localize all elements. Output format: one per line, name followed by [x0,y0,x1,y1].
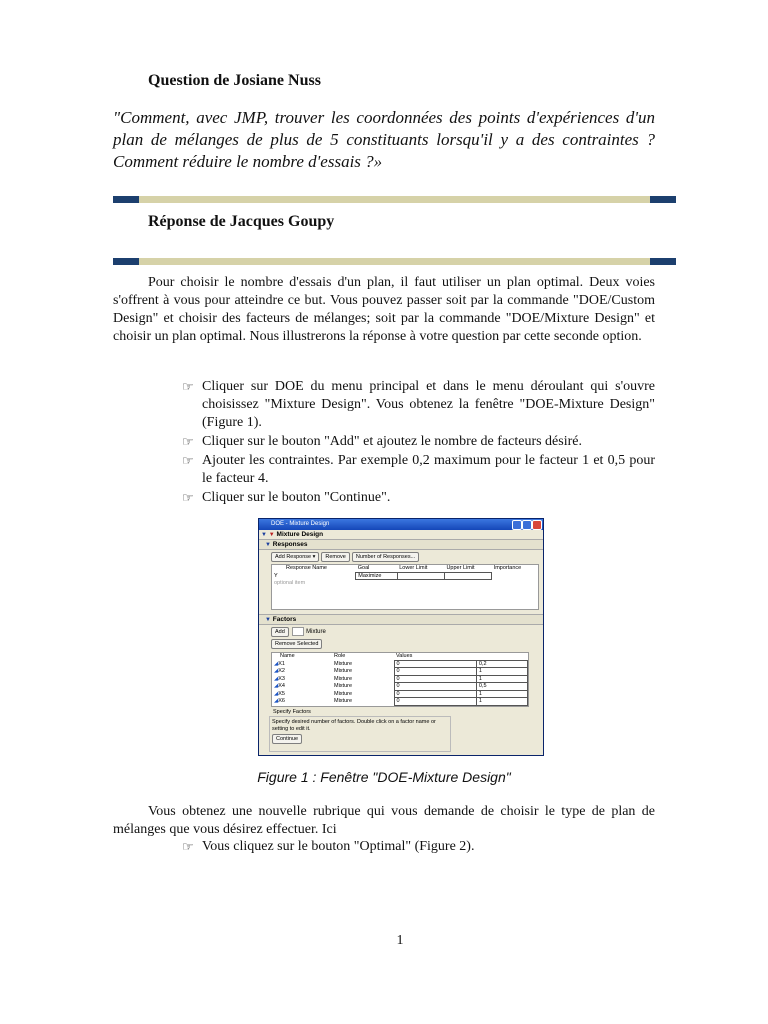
instruction-list [182,378,655,508]
factor-count-input[interactable] [292,627,304,636]
answer-heading: Réponse de Jacques Goupy [148,213,335,230]
list-item: ☞ Vous cliquez sur le bouton "Optimal" (Figure 2). [182,839,475,854]
table-row[interactable]: ◢X4 Mixture 0 0,5 [272,683,528,691]
continue-button[interactable]: Continue [272,734,302,744]
table-row[interactable]: ◢X3 Mixture 0 1 [272,675,528,683]
answer-paragraph-2: Vous obtenez une nouvelle rubrique qui vous demande de choisir le type de plan de mélanges que vous désirez effectuer. Ici [113,804,655,837]
list-item: ☞ Cliquer sur le bouton "Continue". [182,490,391,505]
disclosure-icon[interactable]: ▼ [261,532,267,538]
pointing-hand-icon: ☞ [182,839,194,854]
pointing-hand-icon: ☞ [182,453,194,468]
remove-response-button[interactable]: Remove [321,552,349,562]
pointing-hand-icon: ☞ [182,490,194,505]
table-header: Response Name Goal Lower Limit Upper Limit Importance [286,565,522,572]
responses-header[interactable]: ▼ Responses [259,539,543,550]
close-icon[interactable] [532,520,542,530]
responses-table [271,564,539,610]
list-item: ☞ Cliquer sur DOE du menu principal et dans le menu déroulant qui s'ouvre choisissez "Mixture Design". Vous obtenez la fenêtre "DOE-Mixture Design" (Figure 1). [182,379,655,430]
table-row[interactable]: Y Maximize [272,572,538,580]
optional-item-label: optional item [274,579,306,586]
continuous-factor-icon: ◢ [274,675,279,682]
table-header: Name Role Values [280,653,413,660]
specify-factors-text: Specify desired number of factors. Double click on a factor name or setting to edit it. [272,718,436,732]
continuous-factor-icon: ◢ [274,698,279,704]
outline-title[interactable]: ▼ ▼ Mixture Design [261,531,324,538]
table-row[interactable]: ◢X6 Mixture 0 1 [272,698,528,706]
number-of-responses-button[interactable]: Number of Responses... [352,552,419,562]
add-response-button[interactable]: Add Response ▾ [271,552,319,562]
red-triangle-icon[interactable]: ▼ [268,532,275,538]
specify-factors-label: Specify Factors [273,708,311,715]
specify-factors-panel [269,716,451,752]
window-title-bar [259,519,543,530]
figure-caption: Figure 1 : Fenêtre "DOE-Mixture Design" [257,769,511,785]
window-title: DOE - Mixture Design [271,521,330,527]
doe-mixture-window [258,518,544,756]
table-row[interactable]: ◢X1 Mixture 0 0,2 [272,660,528,668]
disclosure-icon[interactable]: ▼ [265,542,271,548]
list-item: ☞ Cliquer sur le bouton "Add" et ajoutez le nombre de facteurs désiré. [182,434,582,449]
continuous-factor-icon: ◢ [274,660,279,667]
divider-bottom [113,258,676,265]
factors-table [271,652,529,707]
answer-paragraph-1: Pour choisir le nombre d'essais d'un plan, il faut utiliser un plan optimal. Deux voies s'offrent à vous pour atteindre ce but. Vous pouvez passer soit par la commande "DOE/Custom Design" et choisir des facteurs de mélanges; soit par la commande "DOE/Mixture Design" et choisir un plan optimal. Nous illustrerons la réponse à votre question par cette seconde option. [113,275,655,344]
table-row[interactable]: ◢X2 Mixture 0 1 [272,668,528,676]
disclosure-icon[interactable]: ▼ [265,617,271,623]
add-factor-button[interactable]: Add [271,627,289,637]
continuous-factor-icon: ◢ [274,668,279,674]
factors-header[interactable]: ▼ Factors [259,614,543,625]
pointing-hand-icon: ☞ [182,379,194,394]
divider-top [113,196,676,203]
page-number: 1 [396,933,404,948]
remove-selected-button[interactable]: Remove Selected [271,639,322,649]
question-text: "Comment, avec JMP, trouver les coordonnées des points d'expériences d'un plan de mélanges de plus de 5 constituants lorsqu'il y a des contraintes ? Comment réduire le nombre d'essais ?» [113,108,655,171]
list-item: ☞ Ajouter les contraintes. Par exemple 0,2 maximum pour le facteur 1 et 0,5 pour le facteur 4. [182,453,655,486]
table-row[interactable]: ◢X5 Mixture 0 1 [272,690,528,698]
pointing-hand-icon: ☞ [182,434,194,449]
maximize-icon[interactable] [522,520,532,530]
continuous-factor-icon: ◢ [274,683,279,689]
minimize-icon[interactable] [512,520,522,530]
question-heading: Question de Josiane Nuss [148,72,321,89]
instruction-list-2 [182,838,655,857]
factor-type-label: Mixture [306,629,326,636]
continuous-factor-icon: ◢ [274,690,279,697]
